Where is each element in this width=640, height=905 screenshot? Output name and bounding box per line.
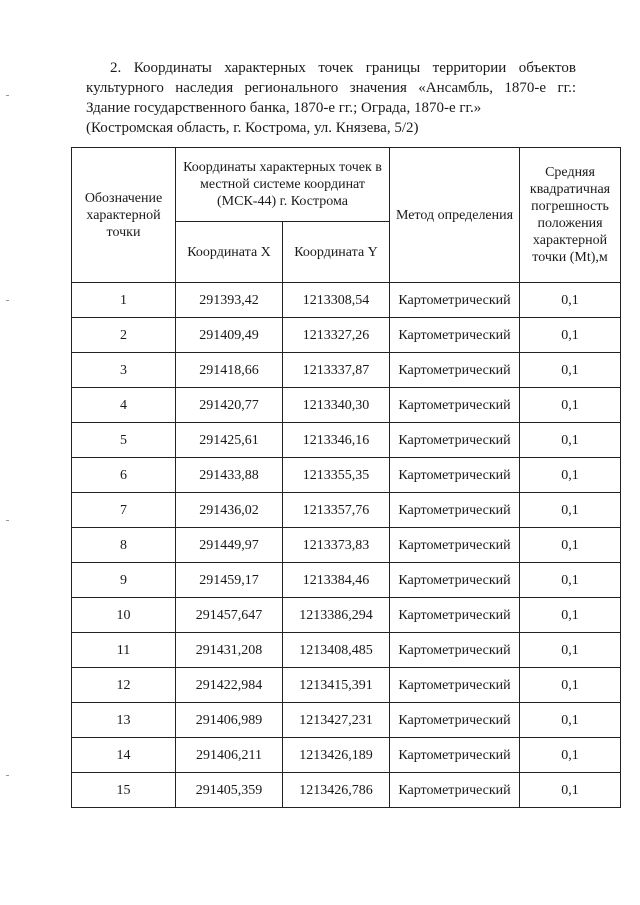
- cell-point-number: 1: [72, 283, 176, 318]
- cell-method: Картометрический: [390, 738, 520, 773]
- cell-error: 0,1: [520, 318, 621, 353]
- table-row: [72, 528, 621, 563]
- cell-method: Картометрический: [390, 423, 520, 458]
- cell-error: 0,1: [520, 353, 621, 388]
- cell-method: Картометрический: [390, 773, 520, 808]
- cell-error: 0,1: [520, 563, 621, 598]
- cell-coord-x: 291433,88: [176, 458, 283, 493]
- cell-coord-y: 1213426,786: [283, 773, 390, 808]
- coordinates-table: [71, 147, 621, 808]
- cell-point-number: 2: [72, 318, 176, 353]
- cell-error: 0,1: [520, 493, 621, 528]
- cell-point-number: 9: [72, 563, 176, 598]
- cell-coord-x: 291406,989: [176, 703, 283, 738]
- cell-error: 0,1: [520, 458, 621, 493]
- cell-point-number: 8: [72, 528, 176, 563]
- cell-coord-x: 291418,66: [176, 353, 283, 388]
- cell-error: 0,1: [520, 703, 621, 738]
- cell-coord-x: 291422,984: [176, 668, 283, 703]
- header-method: Метод определения: [390, 148, 520, 283]
- cell-error: 0,1: [520, 738, 621, 773]
- cell-coord-y: 1213355,35: [283, 458, 390, 493]
- cell-error: 0,1: [520, 773, 621, 808]
- scan-margin-mark: [6, 775, 9, 776]
- table-row: [72, 738, 621, 773]
- table-row: [72, 458, 621, 493]
- table-row: [72, 318, 621, 353]
- table-row: [72, 563, 621, 598]
- header-point-designation: Обозначение характерной точки: [72, 148, 176, 283]
- cell-coord-y: 1213308,54: [283, 283, 390, 318]
- cell-point-number: 13: [72, 703, 176, 738]
- cell-coord-y: 1213346,16: [283, 423, 390, 458]
- cell-coord-y: 1213426,189: [283, 738, 390, 773]
- cell-coord-x: 291425,61: [176, 423, 283, 458]
- header-coord-y: Координата Y: [283, 222, 390, 283]
- cell-point-number: 11: [72, 633, 176, 668]
- cell-method: Картометрический: [390, 318, 520, 353]
- cell-error: 0,1: [520, 283, 621, 318]
- cell-coord-y: 1213427,231: [283, 703, 390, 738]
- cell-point-number: 15: [72, 773, 176, 808]
- cell-coord-x: 291406,211: [176, 738, 283, 773]
- cell-coord-y: 1213415,391: [283, 668, 390, 703]
- cell-method: Картометрический: [390, 458, 520, 493]
- cell-coord-x: 291436,02: [176, 493, 283, 528]
- cell-coord-y: 1213408,485: [283, 633, 390, 668]
- cell-coord-x: 291457,647: [176, 598, 283, 633]
- header-coordinates-group: Координаты характерных точек в местной системе координат (МСК-44) г. Кострома: [176, 148, 390, 222]
- cell-error: 0,1: [520, 633, 621, 668]
- scan-margin-mark: [6, 520, 9, 521]
- cell-coord-y: 1213384,46: [283, 563, 390, 598]
- table-row: [72, 668, 621, 703]
- table-row: [72, 388, 621, 423]
- table-row: [72, 353, 621, 388]
- table-row: [72, 283, 621, 318]
- cell-coord-x: 291405,359: [176, 773, 283, 808]
- cell-coord-x: 291459,17: [176, 563, 283, 598]
- cell-point-number: 5: [72, 423, 176, 458]
- header-coord-x: Координата X: [176, 222, 283, 283]
- cell-method: Картометрический: [390, 283, 520, 318]
- cell-method: Картометрический: [390, 528, 520, 563]
- scan-margin-mark: [6, 95, 9, 96]
- table-row: [72, 703, 621, 738]
- cell-point-number: 12: [72, 668, 176, 703]
- cell-point-number: 3: [72, 353, 176, 388]
- heading-address: (Костромская область, г. Кострома, ул. Князева, 5/2): [86, 120, 419, 136]
- cell-error: 0,1: [520, 528, 621, 563]
- cell-method: Картометрический: [390, 633, 520, 668]
- cell-coord-y: 1213386,294: [283, 598, 390, 633]
- cell-coord-x: 291449,97: [176, 528, 283, 563]
- header-error: Средняя квадратичная погрешность положения характерной точки (Mt),м: [520, 148, 621, 283]
- cell-point-number: 14: [72, 738, 176, 773]
- cell-coord-y: 1213337,87: [283, 353, 390, 388]
- cell-method: Картометрический: [390, 703, 520, 738]
- cell-method: Картометрический: [390, 493, 520, 528]
- cell-coord-x: 291431,208: [176, 633, 283, 668]
- cell-coord-y: 1213373,83: [283, 528, 390, 563]
- section-heading: [86, 58, 576, 138]
- cell-point-number: 10: [72, 598, 176, 633]
- table-row: [72, 493, 621, 528]
- cell-error: 0,1: [520, 388, 621, 423]
- cell-point-number: 6: [72, 458, 176, 493]
- table-row: [72, 633, 621, 668]
- heading-title: 2. Координаты характерных точек границы территории объектов культурного наследия регионального значения «Ансамбль, 1870-е гг.: Здание государственного банка, 1870-е гг.; Ограда, 1870-е гг.»: [86, 60, 576, 116]
- cell-method: Картометрический: [390, 563, 520, 598]
- cell-coord-x: 291393,42: [176, 283, 283, 318]
- cell-method: Картометрический: [390, 598, 520, 633]
- cell-error: 0,1: [520, 423, 621, 458]
- cell-coord-y: 1213357,76: [283, 493, 390, 528]
- cell-method: Картометрический: [390, 668, 520, 703]
- cell-coord-x: 291409,49: [176, 318, 283, 353]
- cell-point-number: 7: [72, 493, 176, 528]
- cell-method: Картометрический: [390, 353, 520, 388]
- table-row: [72, 423, 621, 458]
- table-row: [72, 773, 621, 808]
- cell-coord-y: 1213340,30: [283, 388, 390, 423]
- cell-coord-y: 1213327,26: [283, 318, 390, 353]
- cell-point-number: 4: [72, 388, 176, 423]
- cell-error: 0,1: [520, 598, 621, 633]
- scan-margin-mark: [6, 300, 9, 301]
- cell-coord-x: 291420,77: [176, 388, 283, 423]
- cell-error: 0,1: [520, 668, 621, 703]
- table-row: [72, 598, 621, 633]
- cell-method: Картометрический: [390, 388, 520, 423]
